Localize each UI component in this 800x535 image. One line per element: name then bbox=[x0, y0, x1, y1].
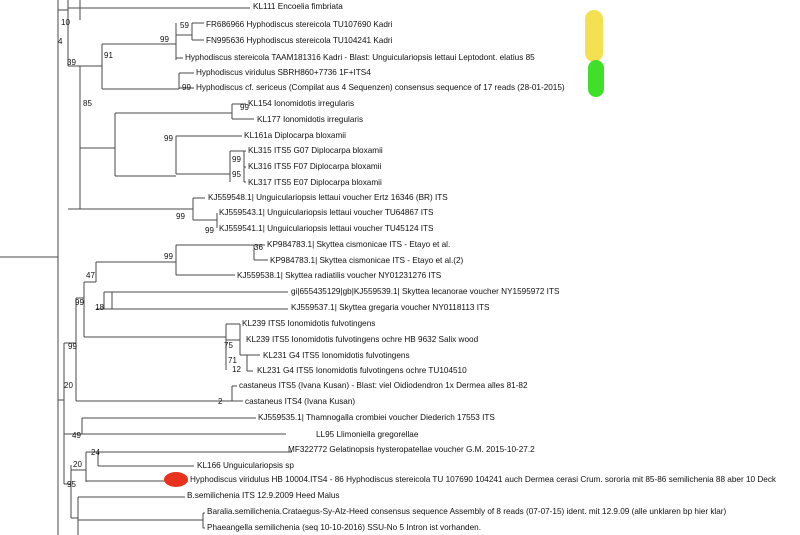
bootstrap-value: 95 bbox=[232, 170, 241, 179]
taxon-label: gi|655435129|gb|KJ559539.1| Skyttea lecanorae voucher NY1595972 ITS bbox=[291, 287, 560, 296]
taxon-label: KJ559548.1| Unguiculariopsis lettaui voucher Ertz 16346 (BR) ITS bbox=[208, 193, 448, 202]
taxon-label: KJ559541.1| Unguiculariopsis lettaui voucher TU45124 ITS bbox=[219, 224, 434, 233]
taxon-label: B.semilichenia ITS 12.9.2009 Heed Malus bbox=[187, 491, 340, 500]
taxon-label: FN995636 Hyphodiscus stereicola TU104241 Kadri bbox=[206, 36, 393, 45]
bootstrap-value: 20 bbox=[73, 460, 82, 469]
taxon-label: castaneus ITS4 (Ivana Kusan) bbox=[245, 397, 356, 406]
taxon-label: KL161a Diplocarpa bloxamii bbox=[244, 131, 346, 140]
red-highlight-oval bbox=[164, 472, 188, 487]
bootstrap-value: 99 bbox=[176, 212, 185, 221]
taxon-label: Phaeangella semilichenia (seq 10-10-2016) SSU-No 5 Intron ist vorhanden. bbox=[207, 523, 481, 532]
bootstrap-value: 39 bbox=[67, 58, 76, 67]
bootstrap-value: 99 bbox=[68, 342, 77, 351]
bootstrap-value: 85 bbox=[83, 99, 92, 108]
bootstrap-value: 10 bbox=[61, 18, 70, 27]
bootstrap-value: 99 bbox=[182, 83, 191, 92]
taxon-label: KL317 ITS5 E07 Diplocarpa bloxamii bbox=[248, 178, 382, 187]
taxon-label: KP984783.1| Skyttea cismonicae ITS - Etayo et al.(2) bbox=[270, 256, 464, 265]
taxon-label: Hyphodiscus viridulus SBRH860+7736 1F+ITS4 bbox=[196, 68, 371, 77]
bootstrap-value: 2 bbox=[218, 397, 223, 406]
taxon-label: KJ559543.1| Unguiculariopsis lettaui voucher TU64867 ITS bbox=[219, 208, 434, 217]
bootstrap-value: 99 bbox=[232, 155, 241, 164]
bootstrap-value: 71 bbox=[228, 356, 237, 365]
bootstrap-value: 99 bbox=[164, 134, 173, 143]
bootstrap-value: 99 bbox=[164, 252, 173, 261]
taxon-label: KP984783.1| Skyttea cismonicae ITS - Etayo et al. bbox=[267, 240, 451, 249]
bootstrap-value: 18 bbox=[95, 303, 104, 312]
taxon-label: KJ559535.1| Thamnogalla crombiei voucher Diederich 17553 ITS bbox=[258, 413, 495, 422]
bootstrap-value: 20 bbox=[64, 381, 73, 390]
bootstrap-value: 49 bbox=[72, 431, 81, 440]
bootstrap-value: 99 bbox=[75, 298, 84, 307]
taxon-label: KL231 G4 ITS5 Ionomidotis fulvotingens bbox=[263, 351, 410, 360]
taxon-label: Hyphodiscus cf. sericeus (Compilat aus 4 Sequenzen) consensus sequence of 17 reads (28-01-2015) bbox=[196, 83, 565, 92]
bootstrap-value: 99 bbox=[160, 35, 169, 44]
green-highlight-bar bbox=[588, 60, 604, 97]
bootstrap-value: 99 bbox=[240, 103, 249, 112]
taxon-label: KJ559537.1| Skyttea gregaria voucher NY0118113 ITS bbox=[291, 303, 490, 312]
taxon-label: KL316 ITS5 F07 Diplocarpa bloxamii bbox=[248, 162, 382, 171]
taxon-label: KL239 ITS5 Ionomidotis fulvotingens bbox=[242, 319, 376, 328]
bootstrap-value: 24 bbox=[91, 448, 100, 457]
taxon-label: Hyphodiscus stereicola TAAM181316 Kadri - Blast: Unguiculariopsis lettaui Leptodont. elatius 85 bbox=[185, 53, 535, 62]
taxon-label: KL231 G4 ITS5 Ionomidotis fulvotingens ochre TU104510 bbox=[257, 366, 467, 375]
taxon-label: KL177 Ionomidotis irregularis bbox=[257, 115, 364, 124]
bootstrap-value: 91 bbox=[104, 51, 113, 60]
taxon-label: Hyphodiscus viridulus HB 10004.ITS4 - 86 Hyphodiscus stereicola TU 107690 104241 auch Dermea cerasi Crum. sororia mit 85-86 semilichenia 88 aber 10 Deck bbox=[190, 475, 777, 484]
taxon-label: LL95 Llimoniella gregorellae bbox=[316, 430, 419, 439]
bootstrap-value: 99 bbox=[205, 226, 214, 235]
bootstrap-value: 59 bbox=[180, 21, 189, 30]
taxon-label: KL239 ITS5 Ionomidotis fulvotingens ochre HB 9632 Salix wood bbox=[246, 335, 479, 344]
taxon-label: KL111 Encoelia fimbriata bbox=[253, 2, 343, 11]
yellow-highlight-bar bbox=[585, 10, 603, 62]
taxon-label: Baralia.semilichenia.Crataegus-Sy-Alz-Heed consensus sequence Assembly of 8 reads (07-07-15) ident. mit 12.9.09 (alle unklaren bp hier klar) bbox=[207, 507, 727, 516]
bootstrap-value: 95 bbox=[67, 480, 76, 489]
taxon-label: castaneus ITS5 (Ivana Kusan) - Blast: viel Oidiodendron 1x Dermea alles 81-82 bbox=[239, 381, 528, 390]
taxon-label: KL154 Ionomidotis irregularis bbox=[248, 99, 355, 108]
bootstrap-value: 4 bbox=[58, 37, 63, 46]
taxon-label: KJ559538.1| Skyttea radiatilis voucher NY01231276 ITS bbox=[237, 271, 442, 280]
bootstrap-value: 12 bbox=[232, 365, 241, 374]
taxon-label: KL315 ITS5 G07 Diplocarpa bloxamii bbox=[248, 146, 383, 155]
taxon-label: FR686966 Hyphodiscus stereicola TU107690 Kadri bbox=[206, 20, 393, 29]
bootstrap-value: 36 bbox=[254, 243, 263, 252]
bootstrap-value: 75 bbox=[224, 341, 233, 350]
taxon-label: KL166 Unguiculariopsis sp bbox=[197, 461, 294, 470]
bootstrap-value: 47 bbox=[86, 271, 95, 280]
taxon-label: MF322772 Gelatinopsis hysteropatellae voucher G.M. 2015-10-27.2 bbox=[288, 445, 535, 454]
